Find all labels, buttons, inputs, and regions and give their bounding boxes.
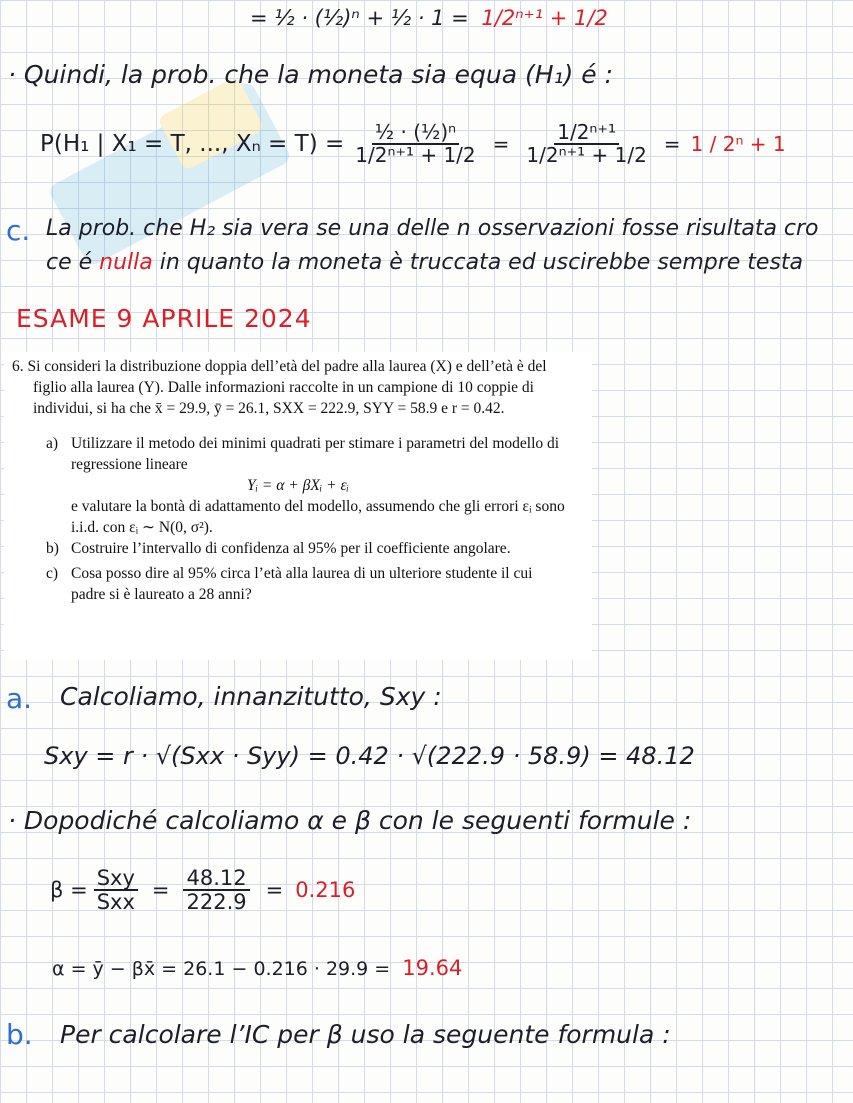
exam-item-a-text: Utilizzare il metodo dei minimi quadrati per stimare i parametri del modello di regressione lineare bbox=[71, 435, 560, 473]
exam-regression-equation: Yᵢ = α + βXᵢ + εᵢ bbox=[246, 477, 350, 494]
exam-item-a-text-2: e valutare la bontà di adattamento del modello, assumendo che gli errori εᵢ sono i.i.d. con εᵢ ∼ N(0, σ²). bbox=[71, 498, 565, 536]
posterior-fraction-1 bbox=[352, 122, 478, 166]
alpha-formula bbox=[52, 956, 462, 980]
alpha-result: 19.64 bbox=[402, 956, 463, 980]
beta-fraction-1 bbox=[94, 867, 138, 913]
beta-den-2: 222.9 bbox=[186, 890, 247, 914]
beta-formula bbox=[50, 858, 355, 922]
part-c-line-1: La prob. che H₂ sia vera se una delle n osservazioni fosse risultata cro bbox=[46, 216, 819, 241]
beta-fraction-2 bbox=[183, 867, 249, 913]
posterior-fraction-2 bbox=[523, 122, 649, 166]
exam-item-b-text: Costruire l’intervallo di confidenza al 95% per il coefficiente angolare. bbox=[71, 540, 511, 557]
exam-item-c bbox=[4, 563, 592, 605]
sol-b-text: Per calcolare l’IC per β uso la seguente formula : bbox=[60, 1020, 671, 1049]
exam-item-a-label: a) bbox=[46, 435, 59, 452]
beta-num-1: Sxy bbox=[94, 867, 138, 891]
exam-item-c-text: Cosa posso dire al 95% circa l’età alla laurea di un ulteriore studente il cui padre si è laureato a 28 anni? bbox=[71, 565, 533, 603]
posterior-den-2: 1/2ⁿ⁺¹ + 1/2 bbox=[526, 143, 647, 167]
beta-lhs: β = bbox=[50, 878, 88, 902]
sol-a-text: Calcoliamo, innanzitutto, Sxy : bbox=[60, 682, 442, 711]
part-c-line-2-post: in quanto la moneta è truccata ed uscirebbe sempre testa bbox=[152, 250, 804, 275]
posterior-eq-3: = bbox=[663, 132, 681, 156]
part-c-label: c. bbox=[6, 214, 31, 247]
posterior-eq-2: = bbox=[492, 132, 510, 156]
exam-item-a-continued bbox=[4, 496, 592, 538]
posterior-den-1: 1/2ⁿ⁺¹ + 1/2 bbox=[355, 143, 476, 167]
exam-title: ESAME 9 APRILE 2024 bbox=[16, 304, 312, 333]
exam-item-b-label: b) bbox=[46, 540, 59, 557]
top-formula-lhs: = ½ · (½)ⁿ + ½ · 1 = bbox=[250, 6, 469, 30]
sxy-formula: Sxy = r · √(Sxx · Syy) = 0.42 · √(222.9 · 58.9) = 48.12 bbox=[44, 742, 695, 770]
exam-item-b bbox=[4, 538, 592, 559]
sol-b-label: b. bbox=[6, 1018, 33, 1051]
exam-problem bbox=[4, 352, 592, 660]
alpha-expr: α = ȳ − βx̄ = 26.1 − 0.216 · 29.9 = bbox=[52, 958, 391, 980]
part-c-line-2-pre: ce é bbox=[46, 250, 100, 275]
posterior-num-2: 1/2ⁿ⁺¹ bbox=[554, 122, 619, 145]
posterior-num-1: ½ · (½)ⁿ bbox=[372, 122, 459, 145]
exam-intro: 6. Si consideri la distribuzione doppia dell’età del padre alla laurea (X) e dell’età è del figlio alla laurea (Y). Dalle informazioni raccolte in un campione di 10 coppie di individui, si ha che x̄ = 29.9, ȳ = 26.1, SXX = 222.9, SYY = 58.9 e r = 0.42. bbox=[12, 358, 547, 417]
sol-a-label: a. bbox=[6, 682, 33, 715]
beta-eq-2: = bbox=[265, 878, 284, 902]
posterior-lhs: P(H₁ | X₁ = T, ..., Xₙ = T) = bbox=[40, 131, 345, 157]
exam-item-a bbox=[4, 433, 592, 475]
quindi-line: · Quindi, la prob. che la moneta sia equa (H₁) é : bbox=[8, 60, 614, 89]
part-c-line-2 bbox=[46, 250, 803, 275]
dopodiche-line: · Dopodiché calcoliamo α e β con le seguenti formule : bbox=[8, 806, 692, 835]
beta-eq: = bbox=[151, 878, 170, 902]
posterior-formula bbox=[40, 104, 786, 184]
top-formula-result: 1/2ⁿ⁺¹ + 1/2 bbox=[481, 6, 608, 30]
posterior-result: 1 / 2ⁿ + 1 bbox=[690, 132, 786, 156]
beta-num-2: 48.12 bbox=[183, 867, 249, 891]
top-formula bbox=[250, 6, 608, 30]
exam-item-c-label: c) bbox=[46, 565, 59, 582]
beta-den-1: Sxx bbox=[96, 890, 135, 914]
beta-result: 0.216 bbox=[295, 878, 356, 902]
part-c-nulla: nulla bbox=[99, 250, 153, 275]
